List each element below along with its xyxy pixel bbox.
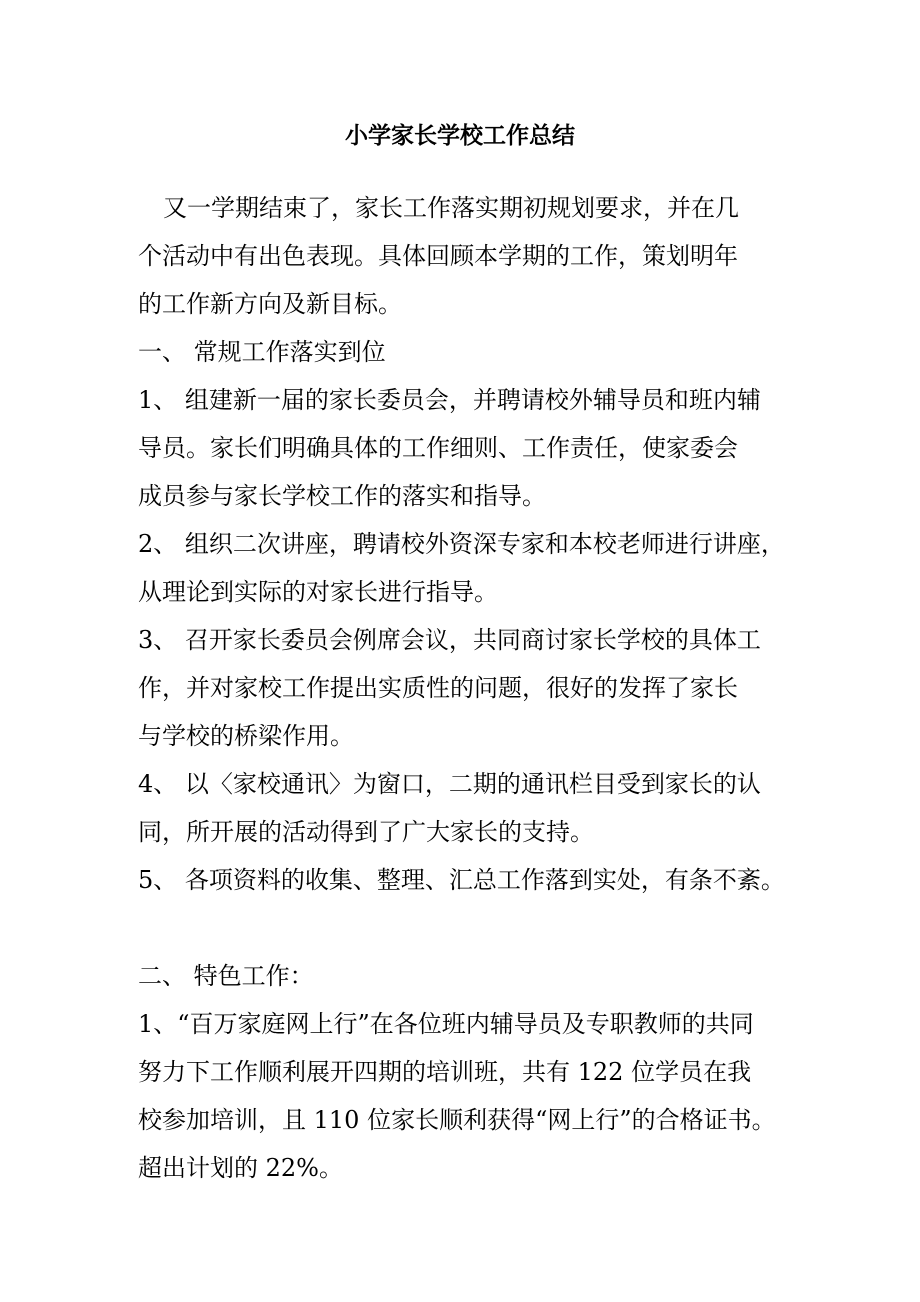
paragraph-line-12: 与学校的桥梁作用。: [138, 722, 354, 750]
section-heading-2: 二、 特色工作：: [138, 962, 314, 990]
paragraph-line-10: 3、 召开家长委员会例席会议，共同商讨家长学校的具体工: [138, 626, 761, 654]
paragraph-line-6: 导员。家长们明确具体的工作细则、工作责任，使家委会: [138, 434, 738, 462]
paragraph-line-19: 校参加培训，且 110 位家长顺利获得“网上行”的合格证书。: [138, 1106, 776, 1134]
paragraph-line-20: 超出计划的 22%。: [138, 1154, 343, 1182]
paragraph-line-14: 同，所开展的活动得到了广大家长的支持。: [138, 818, 594, 846]
paragraph-line-8: 2、 组织二次讲座，聘请校外资深专家和本校老师进行讲座，: [138, 530, 785, 558]
paragraph-line-2: 个活动中有出色表现。具体回顾本学期的工作，策划明年: [138, 242, 738, 270]
paragraph-line-15: 5、 各项资料的收集、整理、汇总工作落到实处，有条不紊。: [138, 866, 785, 894]
paragraph-line-11: 作，并对家校工作提出实质性的问题，很好的发挥了家长: [138, 674, 738, 702]
paragraph-line-9: 从理论到实际的对家长进行指导。: [138, 578, 498, 606]
paragraph-line-5: 1、 组建新一届的家长委员会，并聘请校外辅导员和班内辅: [138, 386, 761, 414]
section-heading-1: 一、 常规工作落实到位: [138, 338, 386, 366]
document-title: 小学家长学校工作总结: [345, 122, 575, 149]
paragraph-line-17: 1、“百万家庭网上行”在各位班内辅导员及专职教师的共同: [138, 1010, 754, 1038]
paragraph-line-3: 的工作新方向及新目标。: [138, 290, 402, 318]
paragraph-line-13: 4、 以〈家校通讯〉为窗口，二期的通讯栏目受到家长的认: [138, 770, 761, 798]
paragraph-line-18: 努力下工作顺利展开四期的培训班，共有 122 位学员在我: [138, 1058, 752, 1086]
paragraph-line-7: 成员参与家长学校工作的落实和指导。: [138, 482, 546, 510]
paragraph-line-1: 又一学期结束了，家长工作落实期初规划要求，并在几: [163, 194, 739, 222]
